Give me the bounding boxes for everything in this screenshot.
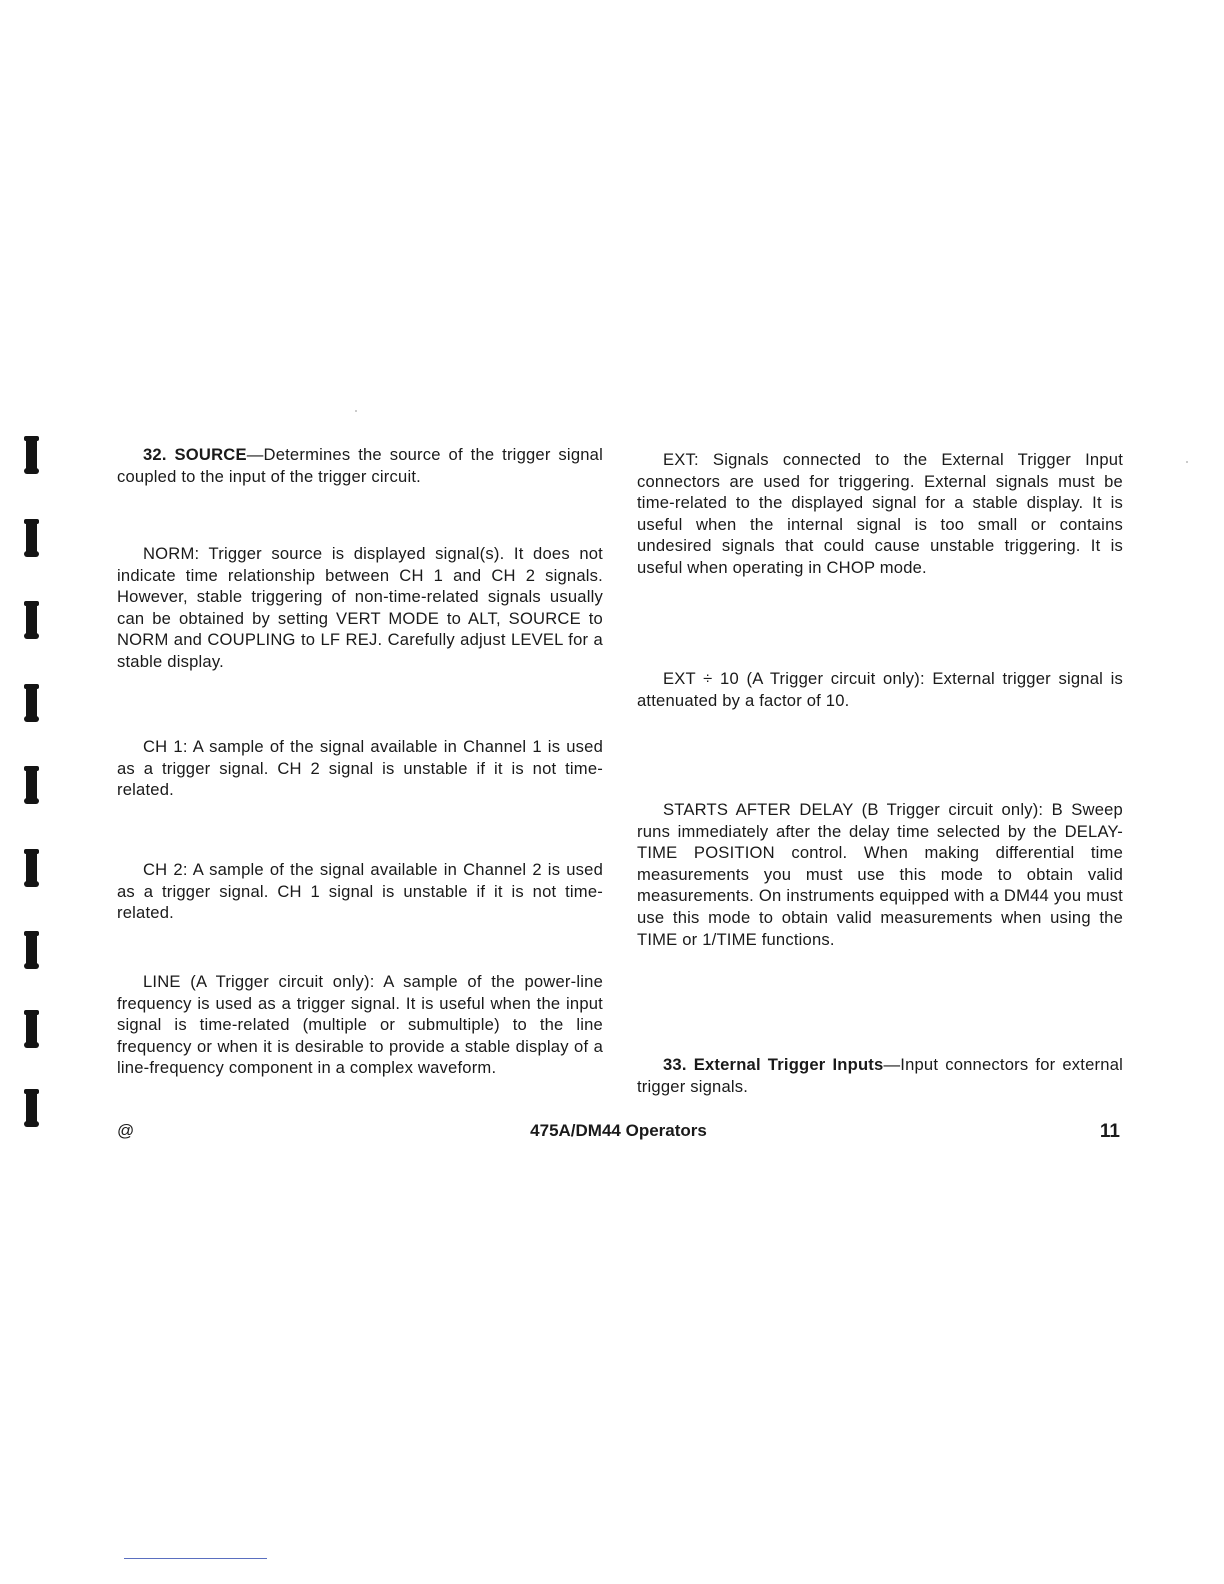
ext10-paragraph: EXT ÷ 10 (A Trigger circuit only): External trigger signal is attenuated by a factor of 10. xyxy=(637,669,1123,710)
binder-punch-mark xyxy=(26,849,37,887)
scan-speck xyxy=(355,410,357,412)
copyright-mark: @ xyxy=(117,1121,135,1140)
scan-speck xyxy=(1186,461,1188,463)
bottom-rule-line xyxy=(124,1558,267,1559)
item-term: SOURCE xyxy=(174,445,247,464)
ch1-paragraph: CH 1: A sample of the signal available in Channel 1 is used as a trigger signal. CH 2 signal is unstable if it is not time-related. xyxy=(117,737,603,800)
page-number: 11 xyxy=(1099,1121,1120,1142)
manual-title: 475A/DM44 Operators xyxy=(530,1121,707,1140)
line-paragraph: LINE (A Trigger circuit only): A sample of the power-line frequency is used as a trigger signal. It is useful when the input signal is time-related (multiple or submultiple) to the line frequency or when it is desirable to provide a stable display of a line-frequency component in a complex waveform. xyxy=(117,972,603,1078)
ext-paragraph: EXT: Signals connected to the External Trigger Input connectors are used for triggering. External signals must be time-related to the displayed signal for a stable display. It is useful when the internal signal is too small or contains undesired signals that could cause unstable triggering. It is useful when operating in CHOP mode. xyxy=(637,450,1123,577)
starts-after-delay-paragraph: STARTS AFTER DELAY (B Trigger circuit only): B Sweep runs immediately after the delay time selected by the DELAY-TIME POSITION control. When making differential time measurements you must use this mode to obtain valid measurements. On instruments equipped with a DM44 you must use this mode to obtain valid measurements when using the TIME or 1/TIME functions. xyxy=(637,800,1123,949)
norm-paragraph: NORM: Trigger source is displayed signal(s). It does not indicate time relationship between CH 1 and CH 2 signals. However, stable triggering of non-time-related signals usually can be obtained by setting VERT MODE to ALT, SOURCE to NORM and COUPLING to LF REJ. Carefully adjust LEVEL for a stable display. xyxy=(117,544,603,671)
page-footer xyxy=(117,1121,1120,1145)
item-number: 33. xyxy=(663,1055,687,1074)
binder-punch-mark xyxy=(26,931,37,969)
binder-punch-mark xyxy=(26,1089,37,1127)
binder-punch-mark xyxy=(26,1010,37,1048)
item-number: 32. xyxy=(143,445,167,464)
item-description: —Determines the source of the trigger signal coupled to the input of the trigger circuit. xyxy=(117,445,603,486)
external-trigger-inputs-paragraph xyxy=(637,1054,1123,1097)
binder-punch-mark xyxy=(26,684,37,722)
ch2-paragraph: CH 2: A sample of the signal available in Channel 2 is used as a trigger signal. CH 1 signal is unstable if it is not time-related. xyxy=(117,860,603,923)
binder-punch-mark xyxy=(26,601,37,639)
item-term: External Trigger Inputs xyxy=(693,1055,884,1074)
source-paragraph xyxy=(117,444,603,487)
binder-punch-mark xyxy=(26,766,37,804)
item-description: —Input connectors for external trigger signals. xyxy=(637,1055,1124,1096)
binder-punch-mark xyxy=(26,436,37,474)
binder-punch-mark xyxy=(26,519,37,557)
